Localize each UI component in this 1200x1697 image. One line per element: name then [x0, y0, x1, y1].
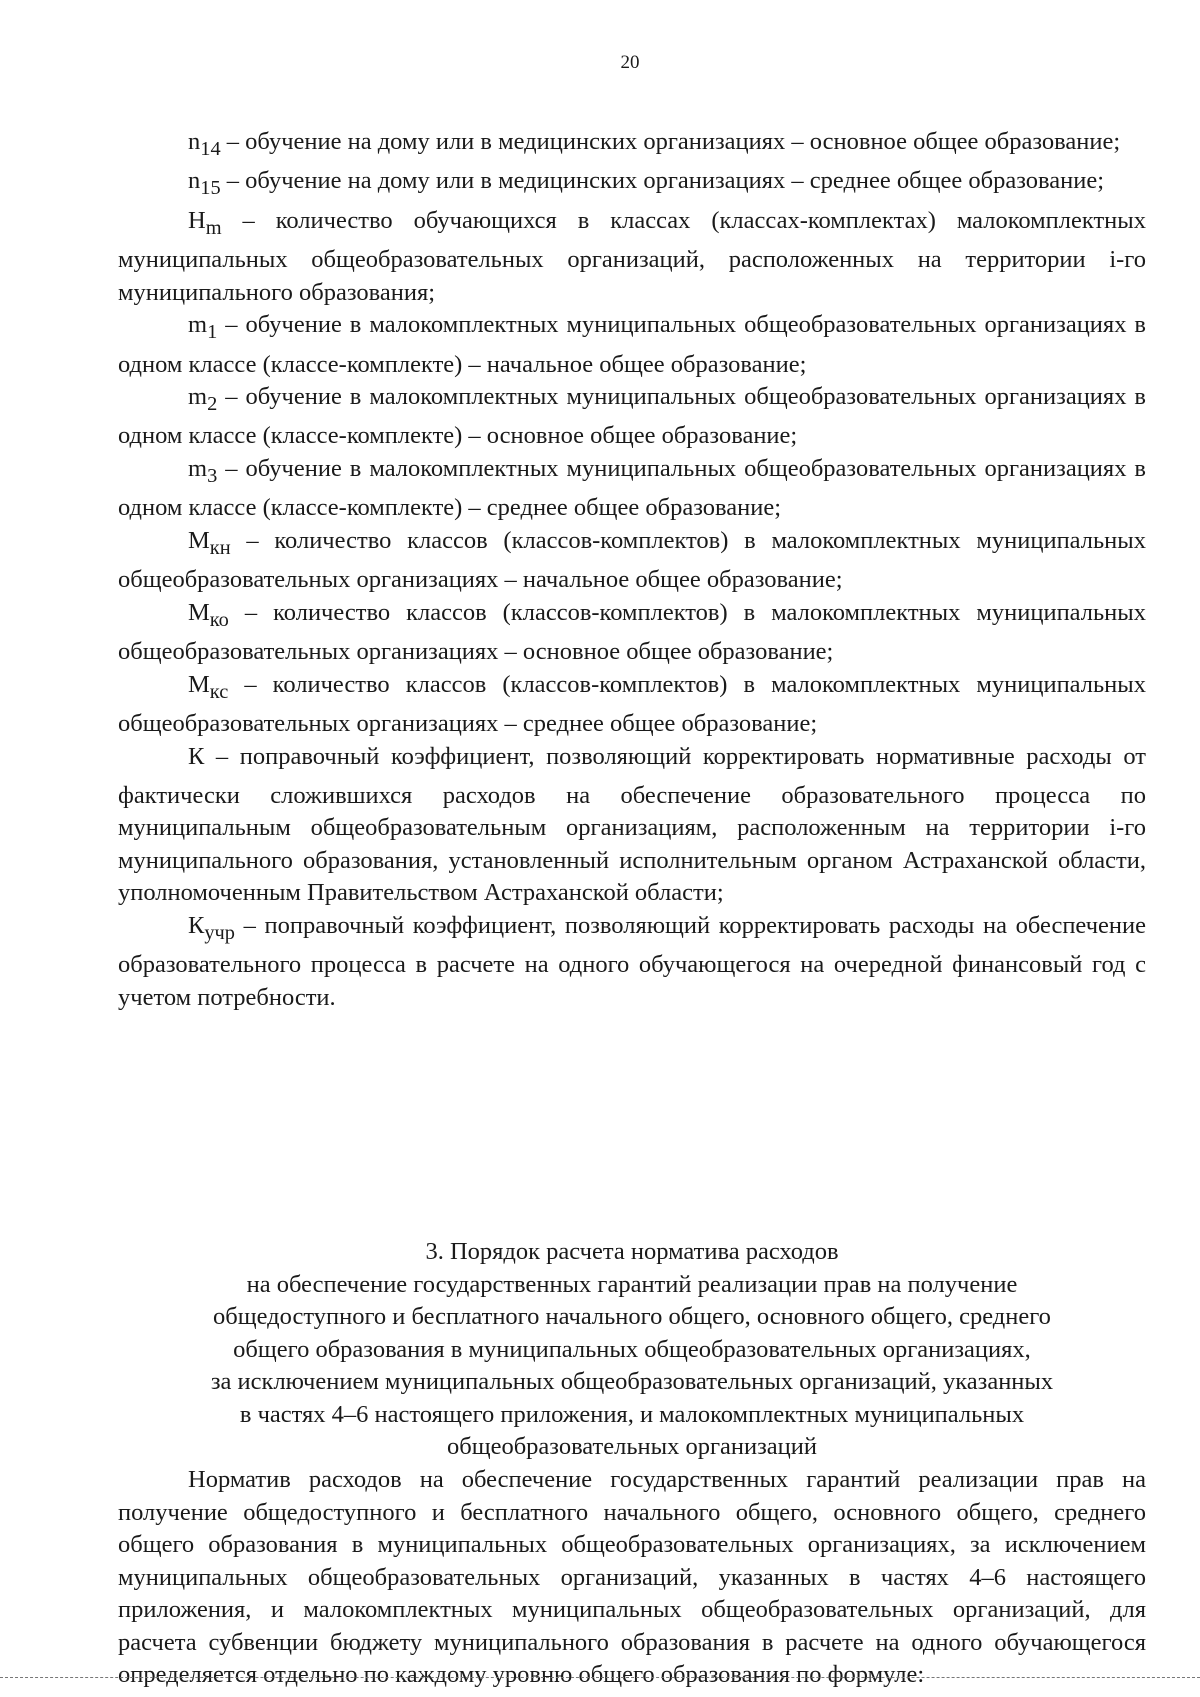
- definition-text: – количество классов (классов-комплектов) в малокомплектных муниципальных общеобразовательных организациях – среднее общее образование;: [118, 670, 1146, 738]
- symbol: М: [188, 526, 210, 554]
- symbol-subscript: 2: [207, 392, 218, 415]
- definition-mko: [118, 597, 1146, 669]
- definition-hm: [118, 205, 1146, 309]
- symbol-subscript: 14: [200, 137, 221, 160]
- symbol-subscript: m: [205, 216, 222, 239]
- symbol: n: [188, 167, 201, 195]
- symbol: m: [188, 383, 208, 411]
- heading-line: в частях 4–6 настоящего приложения, и малокомплектных муниципальных: [239, 1400, 1025, 1428]
- definition-text: – количество классов (классов-комплектов) в малокомплектных муниципальных общеобразовательных организациях – начальное общее образование;: [118, 526, 1146, 594]
- symbol-subscript: 15: [200, 177, 221, 200]
- symbol: m: [188, 454, 208, 482]
- heading-line: общего образования в муниципальных общеобразовательных организациях,: [233, 1335, 1031, 1363]
- definition-kuchr: [118, 910, 1146, 1014]
- definition-k: [118, 741, 1146, 910]
- definition-text: – обучение в малокомплектных муниципальных общеобразовательных организациях в одном классе (классе-комплекте) – среднее общее образование;: [118, 454, 1146, 522]
- symbol: К: [188, 911, 205, 939]
- definition-m3: [118, 453, 1146, 525]
- symbol: М: [188, 598, 210, 626]
- final-paragraph: Норматив расходов на обеспечение государственных гарантий реализации прав на получение общедоступного и бесплатного начального общего, основного общего, среднего общего образования в муниципальных общеобразовательных организациях, за исключением муниципальных общеобразовательных организаций, указанных в частях 4–6 настоящего приложения, и малокомплектных муниципальных общеобразовательных организаций, для расчета субвенции бюджету муниципального образования в расчете на одного обучающегося определяется отдельно по каждому уровню общего образования по формуле:: [118, 1466, 1146, 1688]
- symbol: m: [188, 311, 208, 339]
- definitions-list: [118, 126, 1146, 1014]
- definition-text: – обучение на дому или в медицинских организациях – основное общее образование;: [220, 128, 1121, 155]
- definition-text: – обучение в малокомплектных муниципальных общеобразовательных организациях в одном классе (классе-комплекте) – основное общее образование;: [118, 383, 1146, 450]
- symbol: М: [188, 670, 210, 698]
- heading-line: общеобразовательных организаций: [446, 1433, 818, 1460]
- symbol: К: [188, 742, 205, 770]
- symbol: Н: [188, 206, 206, 234]
- final-section: [118, 1464, 1146, 1692]
- symbol-subscript: кс: [209, 680, 229, 703]
- definition-text: – поправочный коэффициент, позволяющий корректировать расходы на обеспечение образовательного процесса в расчете на одного обучающегося на очередной финансовый год с учетом потребности.: [118, 911, 1146, 1011]
- definition-m2: [118, 381, 1146, 453]
- definition-n15: [118, 165, 1146, 204]
- symbol-subscript: кн: [209, 536, 231, 559]
- symbol-subscript: учр: [204, 921, 236, 944]
- symbol-subscript: 1: [207, 321, 218, 344]
- page-number: 20: [620, 52, 640, 73]
- symbol-subscript: 3: [207, 464, 218, 487]
- bottom-rule: [0, 1677, 1200, 1678]
- definition-text: – поправочный коэффициент, позволяющий корректировать нормативные расходы от фактически сложившихся расходов на обеспечение образовательного процесса по муниципальным общеобразовательным организациям, расположенным на территории i-го муниципального образования, установленный исполнительным органом Астраханской области, уполномоченным Правительством Астраханской области;: [118, 742, 1146, 907]
- definition-text: – обучение на дому или в медицинских организациях – среднее общее образование;: [220, 167, 1105, 195]
- symbol-subscript: ко: [209, 608, 229, 631]
- section-heading: [118, 1236, 1146, 1464]
- heading-line: за исключением муниципальных общеобразовательных организаций, указанных: [210, 1368, 1054, 1395]
- heading-line: общедоступного и бесплатного начального общего, основного общего, среднего: [213, 1303, 1051, 1330]
- definition-m1: [118, 309, 1146, 381]
- symbol: n: [188, 128, 201, 155]
- heading-line: 3. Порядок расчета норматива расходов: [425, 1238, 839, 1265]
- definition-text: – обучение в малокомплектных муниципальных общеобразовательных организациях в одном классе (классе-комплекте) – начальное общее образование;: [118, 311, 1146, 378]
- definition-n14: [118, 126, 1146, 165]
- heading-line: на обеспечение государственных гарантий реализации прав на получение: [246, 1270, 1018, 1298]
- definition-mks: [118, 669, 1146, 741]
- definition-mkn: [118, 525, 1146, 597]
- definition-text: – количество обучающихся в классах (классах-комплектах) малокомплектных муниципальных общеобразовательных организаций, расположенных на территории i-го муниципального образования;: [118, 206, 1146, 306]
- definition-text: – количество классов (классов-комплектов) в малокомплектных муниципальных общеобразовательных организациях – основное общее образование;: [118, 598, 1146, 666]
